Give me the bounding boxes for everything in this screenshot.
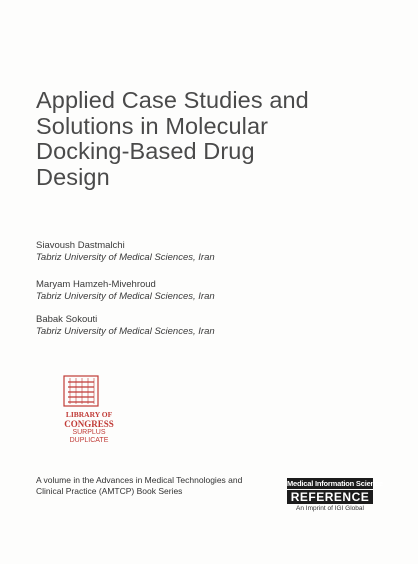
logo-middle: REFERENCE xyxy=(287,490,373,504)
title-line: Applied Case Studies and xyxy=(36,87,309,113)
author-name: Babak Sokouti xyxy=(36,314,98,325)
stamp-line: LIBRARY OF xyxy=(65,410,113,419)
author-affiliation: Tabriz University of Medical Sciences, Iran xyxy=(36,251,215,263)
publisher-logo xyxy=(287,478,383,513)
book-title xyxy=(36,88,386,190)
title-line: Docking-Based Drug xyxy=(36,138,255,164)
logo-bottom: An Imprint of IGI Global xyxy=(296,505,364,512)
title-line: Solutions in Molecular xyxy=(36,112,269,139)
author-name: Siavoush Dastmalchi xyxy=(36,240,125,251)
library-stamp xyxy=(44,410,134,445)
author-name: Maryam Hamzeh-Mivehroud xyxy=(36,279,156,290)
stamp-line: SURPLUS xyxy=(72,429,106,436)
author-block xyxy=(36,240,215,263)
author-block xyxy=(36,314,215,337)
stamp-line: CONGRESS xyxy=(64,419,114,429)
author-block xyxy=(36,279,215,302)
stamp-line: DUPLICATE xyxy=(69,437,109,444)
series-note: A volume in the Advances in Medical Technologies and Clinical Practice (AMTCP) Book Series xyxy=(36,475,243,496)
author-affiliation: Tabriz University of Medical Sciences, Iran xyxy=(36,325,215,337)
title-line: Design xyxy=(36,163,110,190)
logo-top: Medical Information Science xyxy=(287,479,383,488)
author-affiliation: Tabriz University of Medical Sciences, Iran xyxy=(36,290,215,302)
